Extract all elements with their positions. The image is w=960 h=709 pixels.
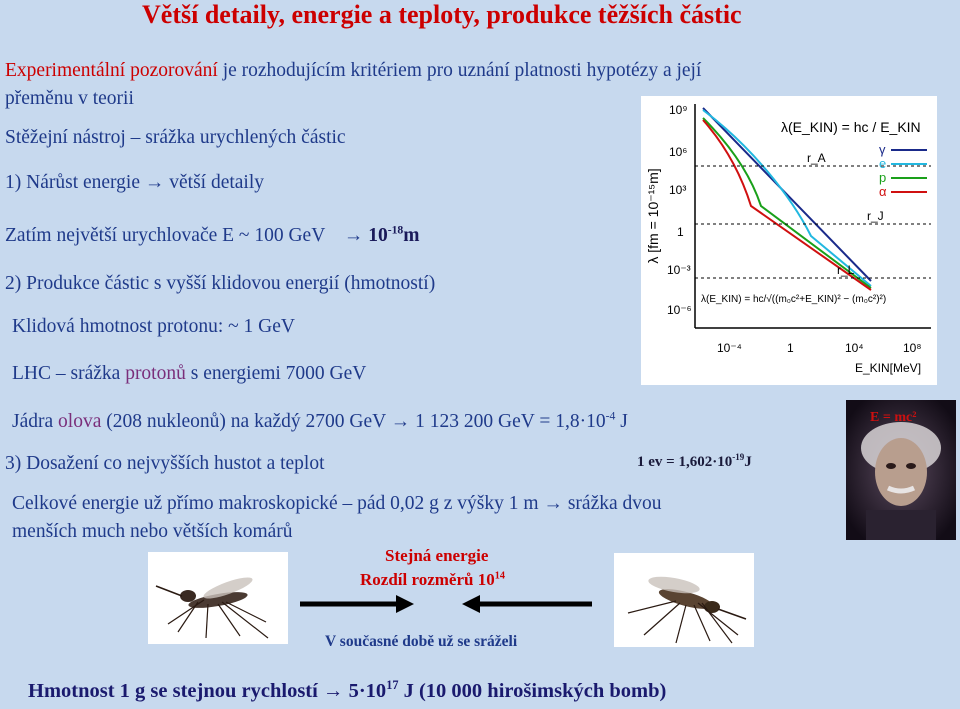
- arrow-icon: →: [343, 225, 364, 246]
- intro-text: je rozhodujícím kritériem pro uznání platnosti hypotézy a její: [217, 60, 702, 81]
- plot-formula-bottom: λ(E_KIN) = hc/√((m₀c²+E_KIN)² − (m₀c²)²): [701, 294, 887, 305]
- intro-line: [5, 60, 701, 82]
- plot-xtick: 10⁻⁴: [717, 341, 742, 355]
- protons-word: protonů: [125, 363, 186, 384]
- already-collided-label: V současné době už se sráželi: [325, 633, 518, 650]
- plot-ytick: 10³: [669, 183, 687, 197]
- macroscopic-line-cont: menších much nebo větších komárů: [12, 521, 293, 542]
- left-arrow-icon: [462, 595, 592, 613]
- arrow-icon: →: [322, 680, 344, 702]
- lead-word: olova: [58, 411, 102, 432]
- largest-accelerators-line: [5, 225, 420, 247]
- key-tool-line: Stěžejní nástroj – srážka urychlených částic: [5, 127, 346, 148]
- mosquito-image-left: [148, 552, 288, 644]
- proton-mass-line: Klidová hmotnost protonu: ~ 1 GeV: [12, 316, 295, 337]
- wavelength-energy-plot: [641, 96, 937, 385]
- lead-nuclei-line: Jádra olova (208 nukleonů) na každý 2700 GeV → 1 123 200 GeV = $1,8\cdot 10^{-4}$ J: [12, 409, 628, 432]
- arrow-icon: →: [543, 493, 563, 514]
- macroscopic-line: Celkové energie už přímo makroskopické – pád 0,02 g z výšky 1 m → srážka dvou: [12, 493, 662, 514]
- plot-ytick: 10⁻⁶: [667, 303, 692, 317]
- einstein-portrait: [846, 400, 956, 540]
- plot-ytick: 1: [677, 225, 684, 239]
- scale-value: $10^{-18}m$: [363, 223, 420, 246]
- emc2-label: E = mc²: [870, 410, 917, 425]
- legend-alpha-label: α: [879, 184, 887, 199]
- size-difference-label: Rozdíl rozměrů $10^{14}$: [360, 570, 505, 589]
- plot-formula-top: λ(E_KIN) = hc / E_KIN: [781, 119, 921, 135]
- page-title: Větší detaily, energie a teploty, produkce těžších částic: [142, 0, 742, 29]
- plot-label-rJ: r_J: [867, 209, 884, 223]
- accel-text: Zatím největší urychlovače E ~ 100 GeV: [5, 225, 325, 246]
- plot-ytick: 10⁻³: [667, 263, 691, 277]
- legend-p-label: p: [879, 170, 887, 185]
- legend-gamma-label: γ: [879, 142, 886, 157]
- plot-ytick: 10⁹: [669, 103, 688, 117]
- plot-x-label: E_KIN[MeV]: [855, 361, 922, 375]
- point-1: 1) Nárůst energie → větší detaily: [5, 172, 265, 193]
- point-3: 3) Dosažení co nejvyšších hustot a teplot: [5, 453, 325, 474]
- bottom-line: Hmotnost 1 g se stejnou rychlostí → $5\cdot 10^{17}$ J (10 000 hirošimských bomb): [28, 678, 667, 702]
- intro-line-cont: přeměnu v teorii: [5, 88, 134, 109]
- plot-y-label: λ [fm = 10⁻¹⁵m]: [645, 168, 661, 264]
- mosquito-image-right: [614, 553, 754, 647]
- plot-label-rA: r_A: [807, 151, 826, 165]
- same-energy-label: Stejná energie: [385, 546, 489, 565]
- ev-conversion: 1 ev = $1,602\cdot 10^{-19}J$: [637, 452, 752, 470]
- plot-label-rL: r_L: [837, 263, 855, 277]
- intro-highlight: Experimentální pozorování: [5, 60, 218, 81]
- plot-xtick: 10⁸: [903, 341, 922, 355]
- plot-ytick: 10⁶: [669, 145, 688, 159]
- point-2: 2) Produkce částic s vyšší klidovou energií (hmotností): [5, 273, 436, 294]
- plot-xtick: 1: [787, 341, 794, 355]
- legend-e-label: e: [879, 156, 887, 171]
- collision-arrows: [296, 592, 596, 616]
- lhc-line: LHC – srážka protonů s energiemi 7000 GeV: [12, 363, 367, 384]
- right-arrow-icon: [300, 595, 414, 613]
- plot-xtick: 10⁴: [845, 341, 864, 355]
- arrow-icon: →: [390, 411, 411, 432]
